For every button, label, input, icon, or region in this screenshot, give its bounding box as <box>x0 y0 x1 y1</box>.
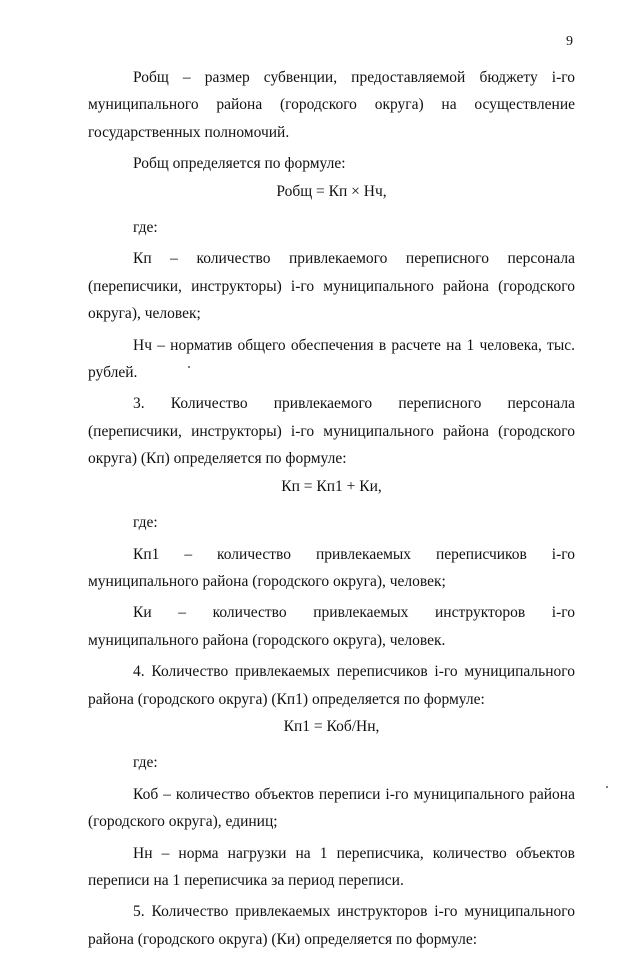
where-label-3: где: <box>133 754 158 772</box>
paragraph-kp1-definition: Кп1 – количество привлекаемых переписчиков i-го муниципального района (городского округа), человек; <box>88 545 575 590</box>
paragraph-robshch-formula-intro: Робщ определяется по формуле: <box>133 155 346 173</box>
formula-kp1: Кп1 = Коб/Нн, <box>283 717 380 735</box>
page-number: 9 <box>566 34 573 49</box>
scan-speck <box>606 786 608 788</box>
paragraph-robshch-definition: Робщ – размер субвенции, предоставляемой бюджету i-го муниципального района (городского округа) на осуществление государственных полномочий. <box>88 69 575 141</box>
paragraph-ki-definition: Ки – количество привлекаемых инструкторов i-го муниципального района (городского округа), человек. <box>88 604 575 649</box>
scan-speck <box>188 366 190 368</box>
paragraph-nn-definition: Нн – норма нагрузки на 1 переписчика, количество объектов переписи на 1 переписчика за период переписи. <box>88 844 575 889</box>
paragraph-section-5: 5. Количество привлекаемых инструкторов i-го муниципального района (городского округа) (Ки) определяется по формуле: <box>88 903 575 948</box>
document-body <box>88 64 575 953</box>
paragraph-section-3: 3. Количество привлекаемого переписного персонала (переписчики, инструкторы) i-го муниципального района (городского округа) (Кп) определяется по формуле: <box>88 395 575 468</box>
paragraph-kp-definition: Кп – количество привлекаемого переписного персонала (переписчики, инструкторы) i-го муниципального района (городского округа), человек; <box>88 250 575 323</box>
paragraph-nch-definition: Нч – норматив общего обеспечения в расчете на 1 человека, тыс. рублей. <box>88 336 575 382</box>
where-label-2: где: <box>133 514 158 532</box>
paragraph-section-4: 4. Количество привлекаемых переписчиков i-го муниципального района (городского округа) (Кп1) определяется по формуле: <box>88 663 575 708</box>
formula-kp: Кп = Кп1 + Ки, <box>281 477 382 495</box>
where-label-1: где: <box>133 219 158 237</box>
formula-robshch: Робщ = Кп × Нч, <box>276 182 387 200</box>
paragraph-kob-definition: Коб – количество объектов переписи i-го муниципального района (городского округа), единиц; <box>88 785 575 831</box>
